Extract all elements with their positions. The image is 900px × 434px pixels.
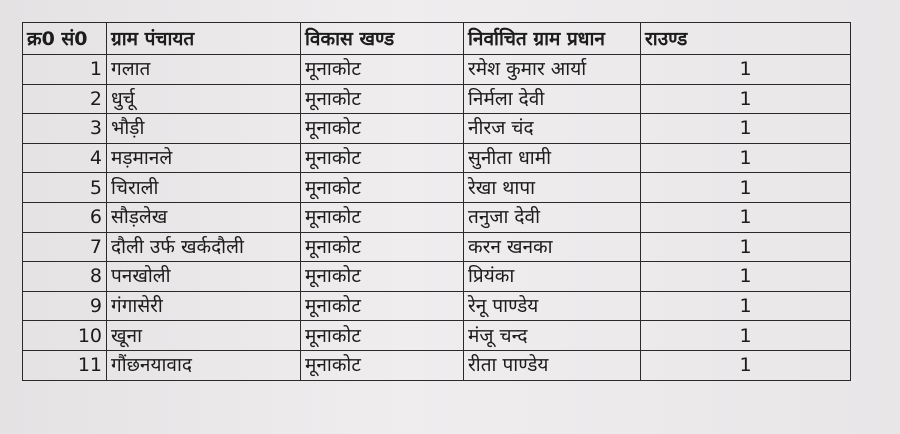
table-row [23,173,851,203]
cell-serial-number: 2 [23,84,107,114]
table-row [23,232,851,262]
cell-elected-pradhan: नीरज चंद [464,114,641,144]
cell-gram-panchayat: पनखोली [107,262,301,292]
cell-elected-pradhan: रेखा थापा [464,173,641,203]
cell-serial-number: 7 [23,232,107,262]
cell-vikas-khand: मूनाकोट [301,350,464,380]
table-header-row [23,23,851,55]
table-row [23,321,851,351]
cell-gram-panchayat: मड़मानले [107,143,301,173]
cell-elected-pradhan: रमेश कुमार आर्या [464,55,641,85]
cell-round: 1 [641,262,851,292]
cell-gram-panchayat: सौड़लेख [107,202,301,232]
table-row [23,55,851,85]
cell-vikas-khand: मूनाकोट [301,55,464,85]
cell-vikas-khand: मूनाकोट [301,114,464,144]
table-row [23,84,851,114]
cell-serial-number: 1 [23,55,107,85]
cell-round: 1 [641,173,851,203]
cell-serial-number: 11 [23,350,107,380]
header-round: राउण्ड [641,23,851,55]
cell-gram-panchayat: भौड़ी [107,114,301,144]
table-row [23,202,851,232]
header-gram-panchayat: ग्राम पंचायत [107,23,301,55]
cell-gram-panchayat: धुर्चू [107,84,301,114]
cell-round: 1 [641,350,851,380]
table-row [23,262,851,292]
cell-round: 1 [641,321,851,351]
cell-elected-pradhan: करन खनका [464,232,641,262]
cell-serial-number: 6 [23,202,107,232]
cell-serial-number: 3 [23,114,107,144]
cell-vikas-khand: मूनाकोट [301,262,464,292]
header-elected-pradhan: निर्वाचित ग्राम प्रधान [464,23,641,55]
cell-serial-number: 5 [23,173,107,203]
cell-gram-panchayat: गलात [107,55,301,85]
cell-vikas-khand: मूनाकोट [301,321,464,351]
cell-elected-pradhan: रीता पाण्डेय [464,350,641,380]
cell-serial-number: 10 [23,321,107,351]
cell-elected-pradhan: प्रियंका [464,262,641,292]
cell-round: 1 [641,55,851,85]
cell-vikas-khand: मूनाकोट [301,84,464,114]
header-vikas-khand: विकास खण्ड [301,23,464,55]
cell-elected-pradhan: रेनू पाण्डेय [464,291,641,321]
cell-serial-number: 8 [23,262,107,292]
cell-elected-pradhan: निर्मला देवी [464,84,641,114]
header-serial-number: क्र0 सं0 [23,23,107,55]
cell-round: 1 [641,232,851,262]
pradhan-results-table [22,22,851,381]
cell-round: 1 [641,202,851,232]
table-row [23,143,851,173]
cell-round: 1 [641,291,851,321]
cell-vikas-khand: मूनाकोट [301,291,464,321]
cell-round: 1 [641,84,851,114]
cell-gram-panchayat: चिराली [107,173,301,203]
cell-elected-pradhan: सुनीता धामी [464,143,641,173]
cell-round: 1 [641,143,851,173]
cell-gram-panchayat: गंगासेरी [107,291,301,321]
table-body [23,55,851,381]
cell-gram-panchayat: खूना [107,321,301,351]
cell-round: 1 [641,114,851,144]
cell-elected-pradhan: मंजू चन्द [464,321,641,351]
table-row [23,350,851,380]
cell-gram-panchayat: गौंछनयावाद [107,350,301,380]
table-row [23,291,851,321]
cell-vikas-khand: मूनाकोट [301,143,464,173]
cell-serial-number: 9 [23,291,107,321]
cell-vikas-khand: मूनाकोट [301,232,464,262]
cell-serial-number: 4 [23,143,107,173]
cell-vikas-khand: मूनाकोट [301,173,464,203]
cell-gram-panchayat: दौली उर्फ खर्कदौली [107,232,301,262]
cell-vikas-khand: मूनाकोट [301,202,464,232]
cell-elected-pradhan: तनुजा देवी [464,202,641,232]
table-row [23,114,851,144]
